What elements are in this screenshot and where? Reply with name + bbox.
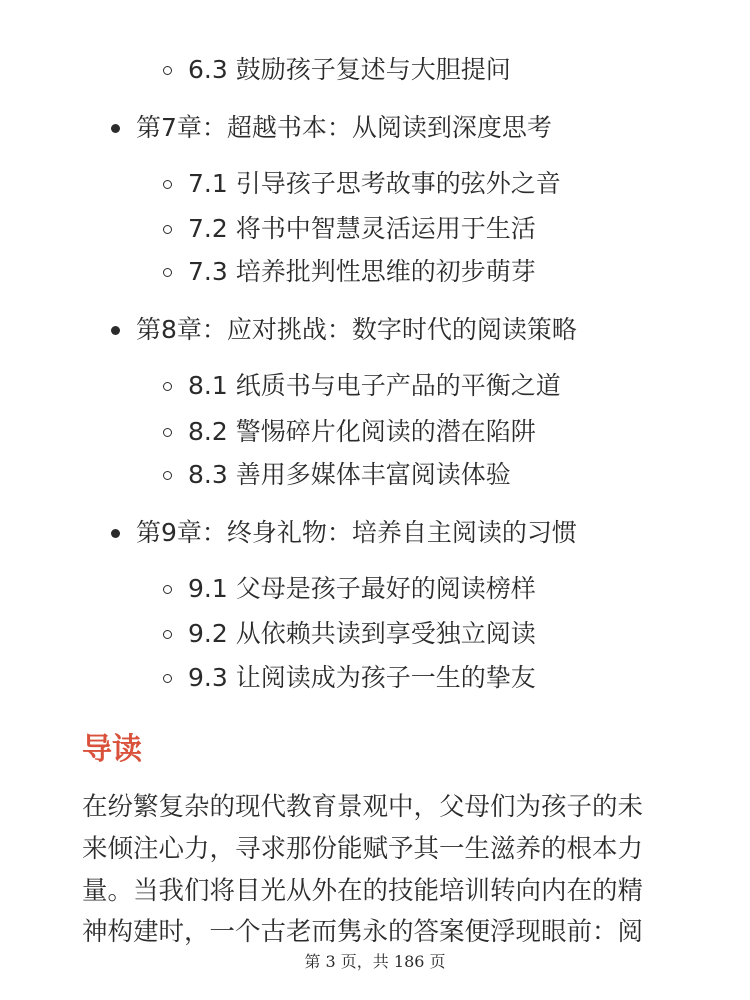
section-heading: 导读 — [82, 732, 142, 767]
toc-section-item[interactable]: 9.2 从依赖共读到享受独立阅读 — [188, 619, 536, 648]
paragraph-line: 神构建时，一个古老而隽永的答案便浮现眼前：阅 — [82, 917, 644, 947]
hollow-bullet-icon — [163, 428, 172, 437]
hollow-bullet-icon — [163, 225, 172, 234]
toc-chapter-item[interactable]: 第8章：应对挑战：数字时代的阅读策略 — [136, 315, 577, 344]
toc-chapter-item[interactable]: 第7章：超越书本：从阅读到深度思考 — [136, 113, 552, 142]
toc-section-item[interactable]: 8.3 善用多媒体丰富阅读体验 — [188, 460, 511, 489]
page-footer: 第 3 页，共 186 页 — [304, 952, 446, 971]
hollow-bullet-icon — [163, 66, 172, 75]
toc-section-item[interactable]: 7.3 培养批判性思维的初步萌芽 — [188, 257, 536, 286]
hollow-bullet-icon — [163, 674, 172, 683]
hollow-bullet-icon — [163, 585, 172, 594]
hollow-bullet-icon — [163, 382, 172, 391]
paragraph-line: 来倾注心力，寻求那份能赋予其一生滋养的根本力 — [82, 834, 644, 864]
filled-bullet-icon — [111, 529, 120, 538]
toc-section-item[interactable]: 8.2 警惕碎片化阅读的潜在陷阱 — [188, 417, 536, 446]
filled-bullet-icon — [111, 124, 120, 133]
hollow-bullet-icon — [163, 268, 172, 277]
toc-section-item[interactable]: 7.1 引导孩子思考故事的弦外之音 — [188, 169, 561, 198]
toc-chapter-item[interactable]: 第9章：终身礼物：培养自主阅读的习惯 — [136, 518, 577, 547]
toc-section-item[interactable]: 7.2 将书中智慧灵活运用于生活 — [188, 214, 536, 243]
toc-section-item[interactable]: 6.3 鼓励孩子复述与大胆提问 — [188, 55, 511, 84]
filled-bullet-icon — [111, 326, 120, 335]
paragraph-line: 在纷繁复杂的现代教育景观中，父母们为孩子的未 — [82, 792, 644, 822]
paragraph-line: 量。当我们将目光从外在的技能培训转向内在的精 — [82, 876, 644, 906]
hollow-bullet-icon — [163, 180, 172, 189]
hollow-bullet-icon — [163, 630, 172, 639]
toc-section-item[interactable]: 9.3 让阅读成为孩子一生的挚友 — [188, 663, 536, 692]
toc-section-item[interactable]: 8.1 纸质书与电子产品的平衡之道 — [188, 371, 561, 400]
hollow-bullet-icon — [163, 471, 172, 480]
toc-section-item[interactable]: 9.1 父母是孩子最好的阅读榜样 — [188, 574, 536, 603]
